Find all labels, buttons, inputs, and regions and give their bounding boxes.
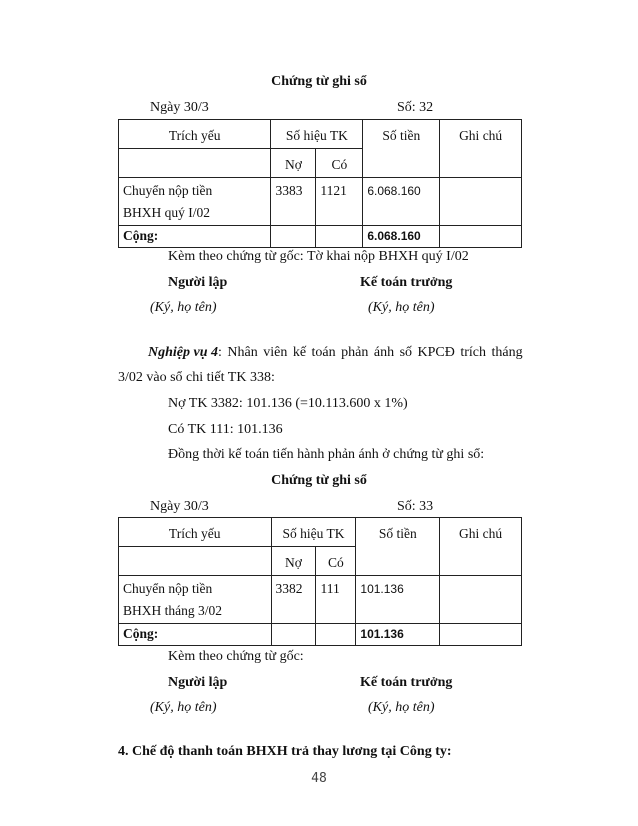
col-header-amount: Số tiền bbox=[363, 120, 440, 178]
business-simul-line: Đồng thời kế toán tiến hành phản ánh ở chứng từ ghi sổ: bbox=[168, 447, 485, 462]
total-row bbox=[119, 624, 522, 646]
col-header-note: Ghi chú bbox=[440, 120, 522, 178]
voucher1-table bbox=[118, 119, 522, 248]
voucher2-preparer-sign: (Ký, họ tên) bbox=[150, 700, 217, 715]
row-desc: Chuyển nộp tiền BHXH quý I/02 bbox=[119, 178, 271, 226]
voucher1-accountant: Kế toán trưởng bbox=[360, 275, 453, 290]
col-header-account: Số hiệu TK bbox=[271, 518, 356, 547]
row-credit: 111 bbox=[316, 576, 356, 624]
section-heading: 4. Chế độ thanh toán BHXH trả thay lương tại Công ty: bbox=[118, 744, 452, 759]
voucher2-accountant-sign: (Ký, họ tên) bbox=[368, 700, 435, 715]
voucher1-number: Số: 32 bbox=[397, 100, 434, 115]
col-header-desc: Trích yếu bbox=[119, 518, 272, 547]
business-paragraph-line1: Nghiệp vụ 4: Nhân viên kế toán phản ánh số KPCĐ trích tháng bbox=[148, 345, 523, 360]
row-amount: 101.136 bbox=[356, 576, 440, 624]
total-amount: 101.136 bbox=[356, 624, 440, 646]
total-row bbox=[119, 226, 522, 248]
voucher1-preparer-sign: (Ký, họ tên) bbox=[150, 300, 217, 315]
row-note bbox=[440, 178, 522, 226]
row-amount: 6.068.160 bbox=[363, 178, 440, 226]
business-label: Nghiệp vụ 4 bbox=[148, 345, 218, 360]
voucher2-number: Số: 33 bbox=[397, 499, 434, 514]
business-credit-line: Có TK 111: 101.136 bbox=[168, 422, 283, 437]
row-credit: 1121 bbox=[316, 178, 363, 226]
row-debit: 3382 bbox=[271, 576, 316, 624]
business-debit-line: Nợ TK 3382: 101.136 (=10.113.600 x 1%) bbox=[168, 396, 408, 411]
row-note bbox=[440, 576, 522, 624]
voucher2-accountant: Kế toán trưởng bbox=[360, 675, 453, 690]
table-row bbox=[119, 178, 522, 226]
col-header-credit: Có bbox=[316, 149, 363, 178]
page-number: 48 bbox=[311, 771, 327, 786]
table-row bbox=[119, 576, 522, 624]
col-header-note: Ghi chú bbox=[440, 518, 522, 576]
col-header-credit: Có bbox=[316, 547, 356, 576]
voucher2-date: Ngày 30/3 bbox=[150, 499, 209, 514]
total-label: Cộng: bbox=[119, 624, 272, 646]
col-header-account: Số hiệu TK bbox=[271, 120, 363, 149]
voucher1-title: Chứng từ ghi sổ bbox=[271, 74, 367, 89]
voucher1-attached: Kèm theo chứng từ gốc: Tờ khai nộp BHXH quý I/02 bbox=[168, 249, 469, 264]
row-debit: 3383 bbox=[271, 178, 316, 226]
total-amount: 6.068.160 bbox=[363, 226, 440, 248]
col-header-desc: Trích yếu bbox=[119, 120, 271, 149]
voucher1-preparer: Người lập bbox=[168, 275, 228, 290]
total-label: Cộng: bbox=[119, 226, 271, 248]
row-desc: Chuyển nộp tiền BHXH tháng 3/02 bbox=[119, 576, 272, 624]
voucher2-attached: Kèm theo chứng từ gốc: bbox=[168, 649, 304, 664]
voucher2-preparer: Người lập bbox=[168, 675, 228, 690]
voucher2-title: Chứng từ ghi sổ bbox=[271, 473, 367, 488]
voucher1-date: Ngày 30/3 bbox=[150, 100, 209, 115]
col-header-debit: Nợ bbox=[271, 547, 316, 576]
col-header-amount: Số tiền bbox=[356, 518, 440, 576]
voucher2-table bbox=[118, 517, 522, 646]
col-header-debit: Nợ bbox=[271, 149, 316, 178]
business-paragraph-line2: 3/02 vào sổ chi tiết TK 338: bbox=[118, 370, 275, 385]
voucher1-accountant-sign: (Ký, họ tên) bbox=[368, 300, 435, 315]
